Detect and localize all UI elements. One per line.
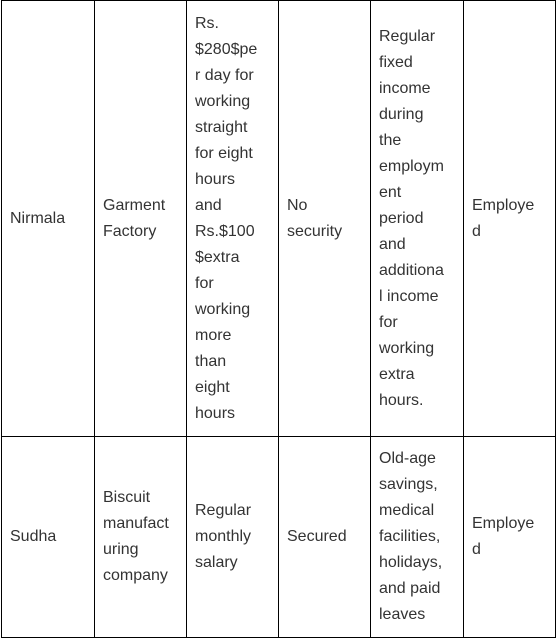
- payment-cell: Regular monthly salary: [187, 437, 279, 638]
- job-security-cell: No security: [279, 1, 371, 437]
- benefits-cell: Old-age savings, medical facilities, holidays, and paid leaves: [371, 437, 464, 638]
- table-body: [2, 1, 556, 638]
- benefits-cell: Regular fixed income during the employm ent period and additiona l income for working extra hours.: [371, 1, 464, 437]
- employment-status-cell: Employe d: [464, 1, 556, 437]
- worker-name-cell: Sudha: [2, 437, 95, 638]
- workplace-cell: Garment Factory: [95, 1, 187, 437]
- table-row: [2, 437, 556, 638]
- employment-status-cell: Employe d: [464, 437, 556, 638]
- employment-comparison-table: [1, 0, 556, 638]
- worker-name-cell: Nirmala: [2, 1, 95, 437]
- job-security-cell: Secured: [279, 437, 371, 638]
- workplace-cell: Biscuit manufact uring company: [95, 437, 187, 638]
- table-row: [2, 1, 556, 437]
- payment-cell: Rs. $280$pe r day for working straight for eight hours and Rs.$100 $extra for working more than eight hours: [187, 1, 279, 437]
